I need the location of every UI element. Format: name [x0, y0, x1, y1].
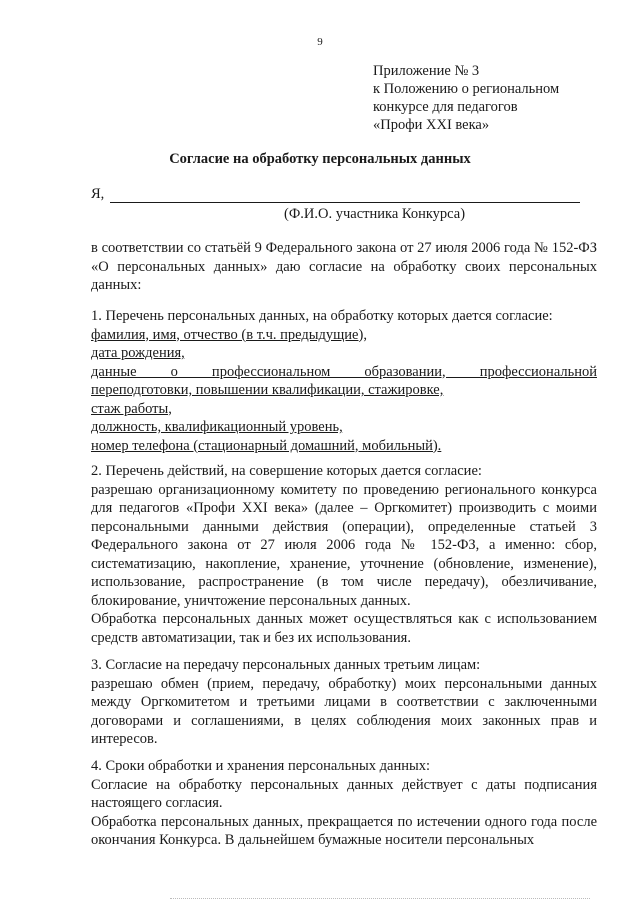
section4-body: Согласие на обработку персональных данных действует с даты подписания настоящего согласия. [91, 776, 597, 811]
list-item: должность, квалификационный уровень, [91, 419, 343, 435]
appendix-line: конкурсе для педагогов [373, 99, 518, 115]
fio-caption: (Ф.И.О. участника Конкурса) [284, 206, 466, 222]
name-field-row [91, 186, 580, 203]
list-item: фамилия, имя, отчество (в т.ч. предыдущие), [91, 326, 367, 343]
list-item: переподготовки, повышении квалификации, стажировке, [91, 382, 444, 398]
ya-label: Я, [91, 186, 105, 202]
intro-paragraph: в соответствии со статьёй 9 Федерального закона от 27 июля 2006 года № 152-ФЗ «О персональных данных» даю согласие на обработку своих персональных данных: [91, 240, 597, 293]
appendix-header [373, 62, 559, 134]
section3-heading: 3. Согласие на передачу персональных данных третьим лицам: [91, 657, 481, 673]
appendix-line: к Положению о региональном [373, 81, 560, 97]
list-item: дата рождения, [91, 345, 185, 361]
section2 [91, 462, 597, 647]
list-item: стаж работы, [91, 400, 172, 417]
section2-body2: Обработка персональных данных может осуществляться как с использованием средств автоматизации, так и без их использования. [91, 611, 597, 646]
section4-body2: Обработка персональных данных, прекращается по истечении одного года после окончания Конкурса. В дальнейшем бумажные носители персональных [91, 813, 597, 848]
document-title: Согласие на обработку персональных данных [169, 151, 471, 167]
list-item: номер телефона (стационарный домашний, мобильный). [91, 437, 442, 454]
page-number: 9 [317, 36, 323, 48]
scan-edge-artifact [170, 898, 590, 899]
section1-heading: 1. Перечень персональных данных, на обработку которых дается согласие: [91, 308, 553, 324]
list-item: данные о профессиональном образовании, профессиональной [91, 363, 597, 380]
section3-body: разрешаю обмен (прием, передачу, обработку) моих персональными данных между Оргкомитетом и третьими лицами в соответствии с заключенными договорами и соглашениями, в целях соблюдения моих законных прав и интересов. [91, 675, 597, 747]
appendix-line: «Профи XXI века» [373, 117, 490, 133]
section1 [91, 307, 597, 455]
section2-body: разрешаю организационному комитету по проведению регионального конкурса для педагогов «Профи XXI века» (далее – Оргкомитет) производить с моими персональными данными действия (операции), определенные статьей 3 Федерального закона от 27 июля 2006 года № 152-ФЗ, а именно: сбор, систематизацию, накопление, хранение, уточнение (обновление, изменение), использование, распространение (в том числе передачу), обезличивание, блокирование, уничтожение персональных данных. [91, 481, 597, 609]
section4-heading: 4. Сроки обработки и хранения персональных данных: [91, 758, 430, 774]
appendix-line: Приложение № 3 [373, 63, 480, 79]
name-blank-line [110, 188, 580, 203]
section2-heading: 2. Перечень действий, на совершение которых дается согласие: [91, 463, 482, 479]
section3 [91, 656, 597, 749]
section4 [91, 757, 597, 850]
